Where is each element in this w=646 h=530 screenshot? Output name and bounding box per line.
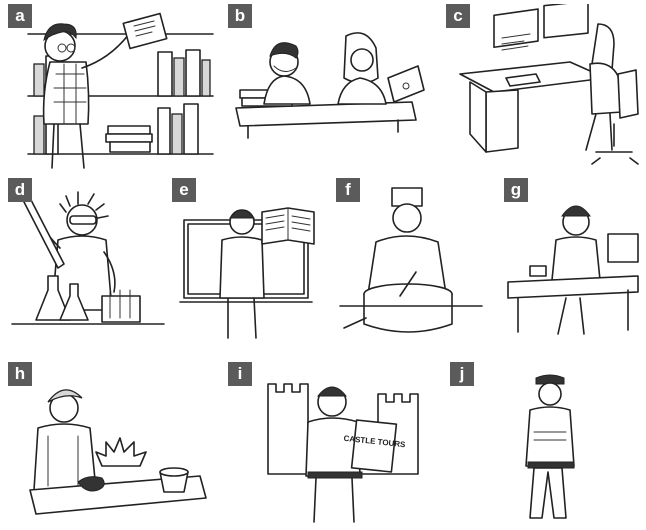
scientist-illustration xyxy=(8,178,168,346)
panel-label-b: b xyxy=(228,4,252,28)
gardener-illustration xyxy=(8,362,216,526)
panel-label-g: g xyxy=(504,178,528,202)
panel-label-i: i xyxy=(228,362,252,386)
panel-label-h: h xyxy=(8,362,32,386)
panel-label-c: c xyxy=(446,4,470,28)
castle-sign-text: CASTLE TOURS xyxy=(343,433,406,450)
panel-b xyxy=(228,4,438,172)
students-illustration xyxy=(228,4,438,172)
panel-a xyxy=(8,4,218,172)
computer-worker-illustration xyxy=(446,4,642,172)
tour-guide-illustration xyxy=(228,362,438,526)
panel-label-j: j xyxy=(450,362,474,386)
panel-c xyxy=(446,4,642,172)
panel-label-f: f xyxy=(336,178,360,202)
teacher-illustration xyxy=(172,178,328,346)
panel-j xyxy=(450,362,642,526)
panel-label-e: e xyxy=(172,178,196,202)
panel-h xyxy=(8,362,216,526)
panel-label-a: a xyxy=(8,4,32,28)
panel-g xyxy=(504,178,642,346)
panel-i xyxy=(228,362,438,526)
panel-label-d: d xyxy=(8,178,32,202)
chef-illustration xyxy=(336,178,486,346)
panel-d xyxy=(8,178,168,346)
receptionist-illustration xyxy=(504,178,642,346)
police-officer-illustration xyxy=(450,362,642,526)
panel-f xyxy=(336,178,486,346)
panel-e xyxy=(172,178,328,346)
librarian-illustration xyxy=(8,4,218,172)
